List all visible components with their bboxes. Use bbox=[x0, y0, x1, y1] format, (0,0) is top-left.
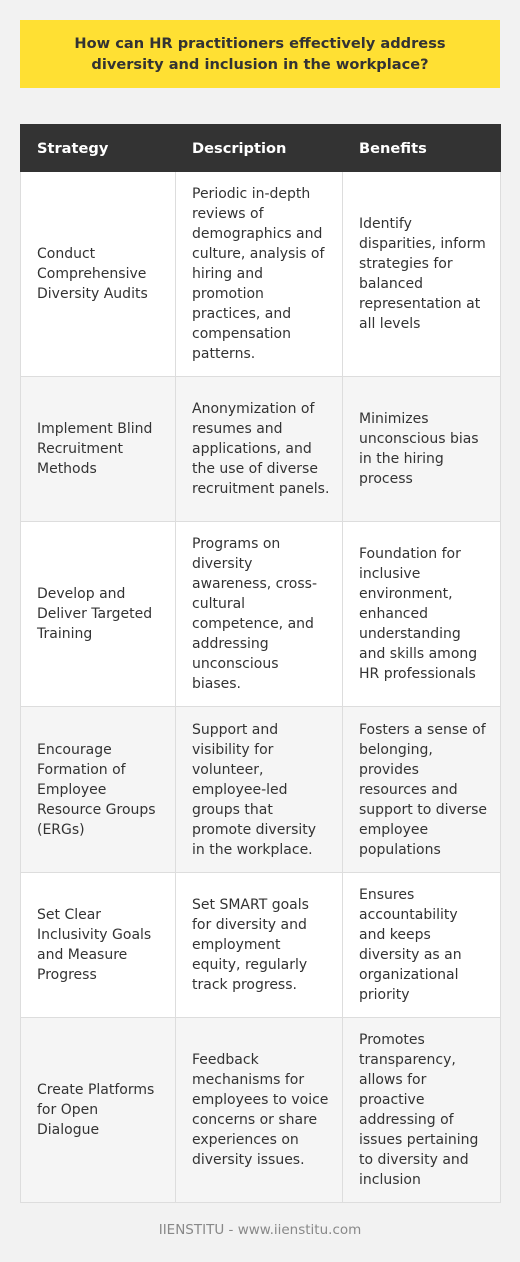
cell-benefits: Promotes transparency, allows for proactive addressing of issues pertaining to diversity and inclusion bbox=[343, 1018, 501, 1203]
cell-description: Anonymization of resumes and applications, and the use of diverse recruitment panels. bbox=[176, 377, 343, 522]
table-row bbox=[21, 377, 501, 522]
cell-strategy: Encourage Formation of Employee Resource Groups (ERGs) bbox=[21, 707, 176, 873]
cell-description: Periodic in-depth reviews of demographics and culture, analysis of hiring and promotion practices, and compensation patterns. bbox=[176, 172, 343, 377]
cell-benefits: Fosters a sense of belonging, provides resources and support to diverse employee populations bbox=[343, 707, 501, 873]
cell-description: Programs on diversity awareness, cross-cultural competence, and addressing unconscious biases. bbox=[176, 522, 343, 707]
title-banner bbox=[20, 20, 500, 88]
cell-description: Set SMART goals for diversity and employment equity, regularly track progress. bbox=[176, 873, 343, 1018]
table-row bbox=[21, 873, 501, 1018]
cell-strategy: Set Clear Inclusivity Goals and Measure Progress bbox=[21, 873, 176, 1018]
header-strategy: Strategy bbox=[21, 125, 176, 172]
table-row bbox=[21, 707, 501, 873]
cell-strategy: Create Platforms for Open Dialogue bbox=[21, 1018, 176, 1203]
cell-description: Support and visibility for volunteer, employee-led groups that promote diversity in the workplace. bbox=[176, 707, 343, 873]
strategy-table bbox=[20, 124, 501, 1203]
header-description: Description bbox=[176, 125, 343, 172]
table-row bbox=[21, 172, 501, 377]
table-row bbox=[21, 1018, 501, 1203]
cell-benefits: Identify disparities, inform strategies for balanced representation at all levels bbox=[343, 172, 501, 377]
cell-description: Feedback mechanisms for employees to voice concerns or share experiences on diversity issues. bbox=[176, 1018, 343, 1203]
page-title: How can HR practitioners effectively address diversity and inclusion in the workplace? bbox=[74, 35, 446, 73]
cell-strategy: Conduct Comprehensive Diversity Audits bbox=[21, 172, 176, 377]
cell-strategy: Develop and Deliver Targeted Training bbox=[21, 522, 176, 707]
header-benefits: Benefits bbox=[343, 125, 501, 172]
cell-benefits: Ensures accountability and keeps diversity as an organizational priority bbox=[343, 873, 501, 1018]
table-row bbox=[21, 522, 501, 707]
footer-credit: IIENSTITU - www.iienstitu.com bbox=[158, 1222, 362, 1238]
cell-benefits: Minimizes unconscious bias in the hiring process bbox=[343, 377, 501, 522]
cell-benefits: Foundation for inclusive environment, enhanced understanding and skills among HR professionals bbox=[343, 522, 501, 707]
table-header-row bbox=[21, 125, 501, 172]
cell-strategy: Implement Blind Recruitment Methods bbox=[21, 377, 176, 522]
